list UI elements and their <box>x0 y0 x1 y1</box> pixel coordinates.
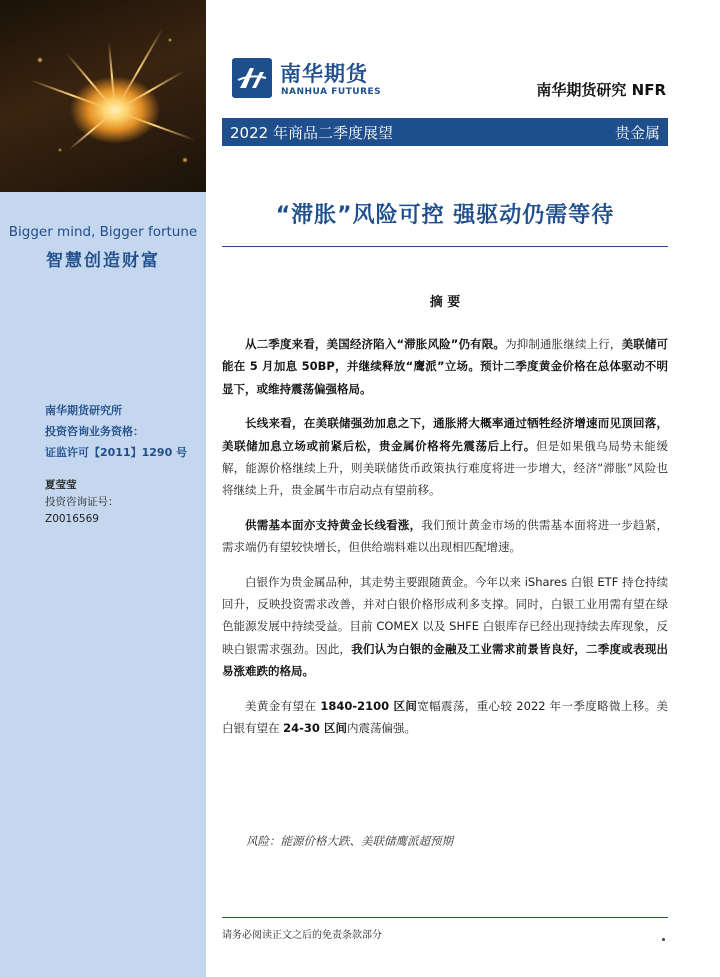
summary-paragraph: 美黄金有望在 1840-2100 区间宽幅震荡，重心较 2022 年一季度略微上移。美白银有望在 24-30 区间内震荡偏强。 <box>222 698 669 736</box>
analyst-info <box>45 477 119 528</box>
sparks-photo <box>0 0 206 192</box>
nanhua-logo-icon <box>232 58 272 98</box>
summary-body <box>222 333 668 752</box>
title-divider <box>222 246 668 247</box>
sidebar <box>0 0 206 977</box>
summary-paragraph: 长线来看，在美联储强劲加息之下，通胀將大概率通过牺牲经济增速而见顶回落，美联储加息立场或前紧后松，贵金属价格将先震荡后上行。但是如果俄乌局势未能缓解，能源价格继续上升，则美联储货币政策执行难度将进一步增大，经济“滞胀”风险也将继续上升，贵金属牛市启动点有望前移。 <box>222 416 669 498</box>
banner-category: 贵金属 <box>614 124 660 142</box>
report-title: “滞胀”风险可控 强驱动仍需等待 <box>275 203 615 228</box>
institute-name: 南华期货研究所 <box>45 404 122 417</box>
license-label: 投资咨询业务资格： <box>45 425 144 438</box>
risk-note: 风险：能源价格大跌、美联储鹰派超预期 <box>246 834 453 848</box>
footer-divider <box>222 917 668 918</box>
analyst-id-label: 投资咨询证号： <box>45 496 119 508</box>
analyst-id: Z0016569 <box>45 513 99 525</box>
slogan-chinese: 智慧创造财富 <box>46 251 160 271</box>
banner-report-series: 2022 年商品二季度展望 <box>230 124 393 142</box>
logo-english-name: NANHUA FUTURES <box>281 87 382 97</box>
disclaimer-note: 请务必阅读正文之后的免责条款部分 <box>222 930 382 941</box>
summary-paragraph: 白银作为贵金属品种，其走势主要跟随黄金。今年以来 iShares 白银 ETF 持仓持续回升，反映投资需求改善，并对白银价格形成利多支撑。同时，白银工业用需有望在绿色能源发展中持续受益。目前 COMEX 以及 SHFE 白银库存已经出现持续去库现象，反映白银需求强劲。因此，我们认为白银的金融及工业需求前景皆良好，二季度或表现出易涨难跌的格局。 <box>222 574 669 679</box>
institute-info <box>45 400 187 463</box>
summary-paragraph: 从二季度来看，美国经济陷入“滞胀风险”仍有限。为抑制通胀继续上行，美联储可能在 5 月加息 50BP，并继续释放“鹰派”立场。预计二季度黄金价格在总体驱动不明显下，或维持震荡偏强格局。 <box>222 337 669 396</box>
research-label: 南华期货研究 NFR <box>536 81 666 99</box>
slogan-english: Bigger mind, Bigger fortune <box>8 224 198 240</box>
logo-chinese-name: 南华期货 <box>280 62 368 86</box>
license-number: 证监许可【2011】1290 号 <box>45 446 188 459</box>
report-banner <box>222 118 668 146</box>
summary-paragraph: 供需基本面亦支持黄金长线看涨，我们预计黄金市场的供需基本面将进一步趋紧，需求端仍有望较快增长，但供给端料难以出现相匹配增速。 <box>222 517 668 555</box>
page-dot <box>662 938 665 941</box>
summary-heading: 摘 要 <box>429 295 461 310</box>
analyst-name: 夏莹莹 <box>45 479 77 491</box>
